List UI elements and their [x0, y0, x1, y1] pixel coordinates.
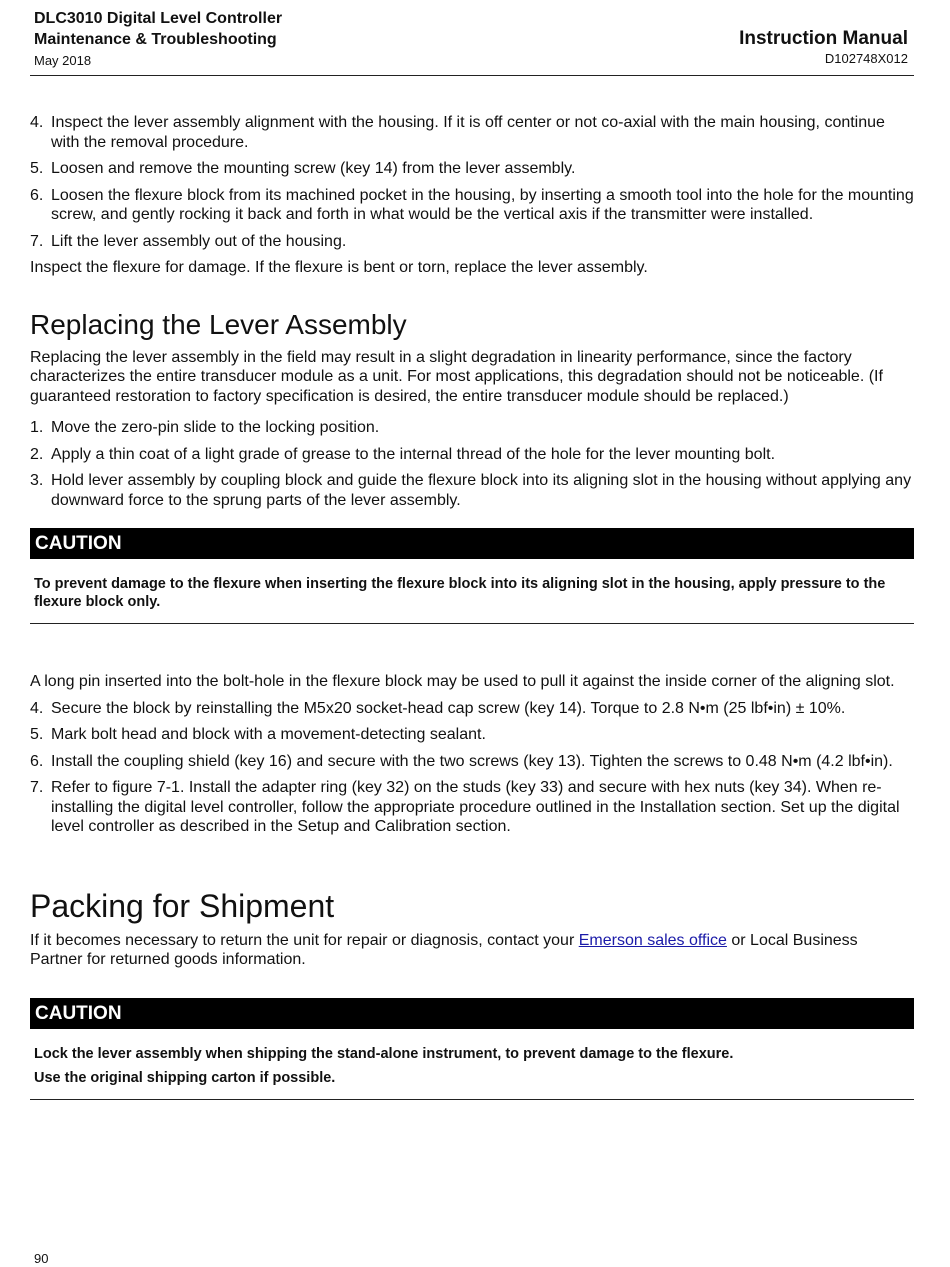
replacing-intro: Replacing the lever assembly in the field may result in a slight degradation in linearity performance, since the factory characterizes the entire transducer module as a unit. For most applications, this degradation should not be noticeable. (If guaranteed restoration to factory specification is desired, the entire transducer module should be replaced.)	[30, 348, 883, 405]
step-item	[30, 778, 914, 837]
step-number: 4.	[30, 699, 44, 717]
step-item	[30, 159, 914, 179]
caution-label: CAUTION	[30, 998, 914, 1029]
step-item	[30, 418, 914, 438]
step-number: 4.	[30, 114, 44, 131]
caution-body	[30, 1029, 914, 1100]
step-item	[30, 699, 914, 719]
step-number: 7.	[30, 779, 44, 796]
removal-steps	[30, 113, 914, 251]
caution-line1: Lock the lever assembly when shipping the stand-alone instrument, to prevent damage to the flexure.	[34, 1045, 734, 1062]
caution-line2: Use the original shipping carton if possible.	[34, 1069, 336, 1086]
step-text: Secure the block by reinstalling the M5x20 socket-head cap screw (key 14). Torque to 2.8 N•m (25 lbf•in) ± 10%.	[51, 699, 846, 717]
replacing-steps-continued	[30, 699, 914, 837]
step-number: 5.	[30, 726, 44, 743]
step-number: 5.	[30, 160, 44, 177]
step-text: Lift the lever assembly out of the housing.	[51, 232, 347, 250]
header-right	[739, 28, 908, 68]
step-number: 2.	[30, 445, 44, 463]
step-text: Move the zero-pin slide to the locking position.	[51, 419, 380, 436]
caution-text: To prevent damage to the flexure when inserting the flexure block into its aligning slot in the housing, apply pressure to the flexure block only.	[34, 576, 886, 610]
document-date: May 2018	[34, 53, 92, 68]
step-number: 6.	[30, 752, 44, 770]
step-text: Mark bolt head and block with a movement-detecting sealant.	[51, 726, 486, 743]
section-heading-packing: Packing for Shipment	[30, 887, 335, 924]
replacing-steps	[30, 418, 914, 510]
step-item	[30, 232, 914, 252]
page-number: 90	[34, 1251, 49, 1266]
step-text: Loosen and remove the mounting screw (key 14) from the lever assembly.	[51, 160, 576, 177]
doc-number: D102748X012	[824, 51, 908, 66]
step-item	[30, 113, 914, 152]
step-item	[30, 186, 914, 225]
page-content	[30, 113, 914, 1100]
step-text: Loosen the flexure block from its machined pocket in the housing, by inserting a smooth tool into the hole for the mounting screw, and gently rocking it back and forth in what would be the vertical axis if the transmitter were installed.	[51, 186, 914, 223]
step-text: Inspect the lever assembly alignment with the housing. If it is off center or not co-axial with the main housing, continue with the removal procedure.	[51, 114, 885, 151]
emerson-sales-office-link[interactable]: Emerson sales office	[578, 931, 727, 949]
header-left	[34, 8, 282, 72]
caution-body	[30, 559, 914, 624]
step-number: 3.	[30, 472, 44, 489]
packing-intro-after: or Local Business Partner for returned goods information.	[30, 931, 858, 968]
document-title-line1: DLC3010 Digital Level Controller	[34, 10, 283, 27]
step-text: Refer to figure 7-1. Install the adapter ring (key 32) on the studs (key 33) and secure with hex nuts (key 34). When re-installing the digital level controller, follow the appropriate procedure outlined in the Installation section. Set up the digital level controller as described in the Setup and Calibration section.	[51, 779, 900, 835]
inspect-note: Inspect the flexure for damage. If the flexure is bent or torn, replace the lever assembly.	[30, 259, 648, 276]
packing-intro	[30, 931, 914, 970]
step-item	[30, 752, 914, 772]
packing-intro-before: If it becomes necessary to return the unit for repair or diagnosis, contact your	[30, 931, 579, 949]
step-text: Install the coupling shield (key 16) and secure with the two screws (key 13). Tighten the screws to 0.48 N•m (4.2 lbf•in).	[51, 752, 893, 770]
section-heading-replacing: Replacing the Lever Assembly	[30, 308, 407, 340]
caution-label: CAUTION	[30, 528, 914, 559]
step-text: Apply a thin coat of a light grade of grease to the internal thread of the hole for the lever mounting bolt.	[51, 445, 776, 463]
step-number: 1.	[30, 419, 44, 436]
step-number: 6.	[30, 186, 44, 204]
step-item	[30, 725, 914, 745]
step-text: Hold lever assembly by coupling block and guide the flexure block into its aligning slot in the housing without applying any downward force to the sprung parts of the lever assembly.	[51, 472, 912, 509]
step-item	[30, 445, 914, 465]
page-header	[30, 8, 914, 76]
step-item	[30, 471, 914, 510]
manual-label: Instruction Manual	[739, 28, 908, 49]
step-number: 7.	[30, 232, 44, 250]
document-title-line2: Maintenance & Troubleshooting	[34, 31, 277, 48]
pin-note: A long pin inserted into the bolt-hole in the flexure block may be used to pull it against the inside corner of the aligning slot.	[30, 673, 895, 690]
caution-block-packing	[30, 998, 914, 1100]
caution-block-lever	[30, 528, 914, 624]
